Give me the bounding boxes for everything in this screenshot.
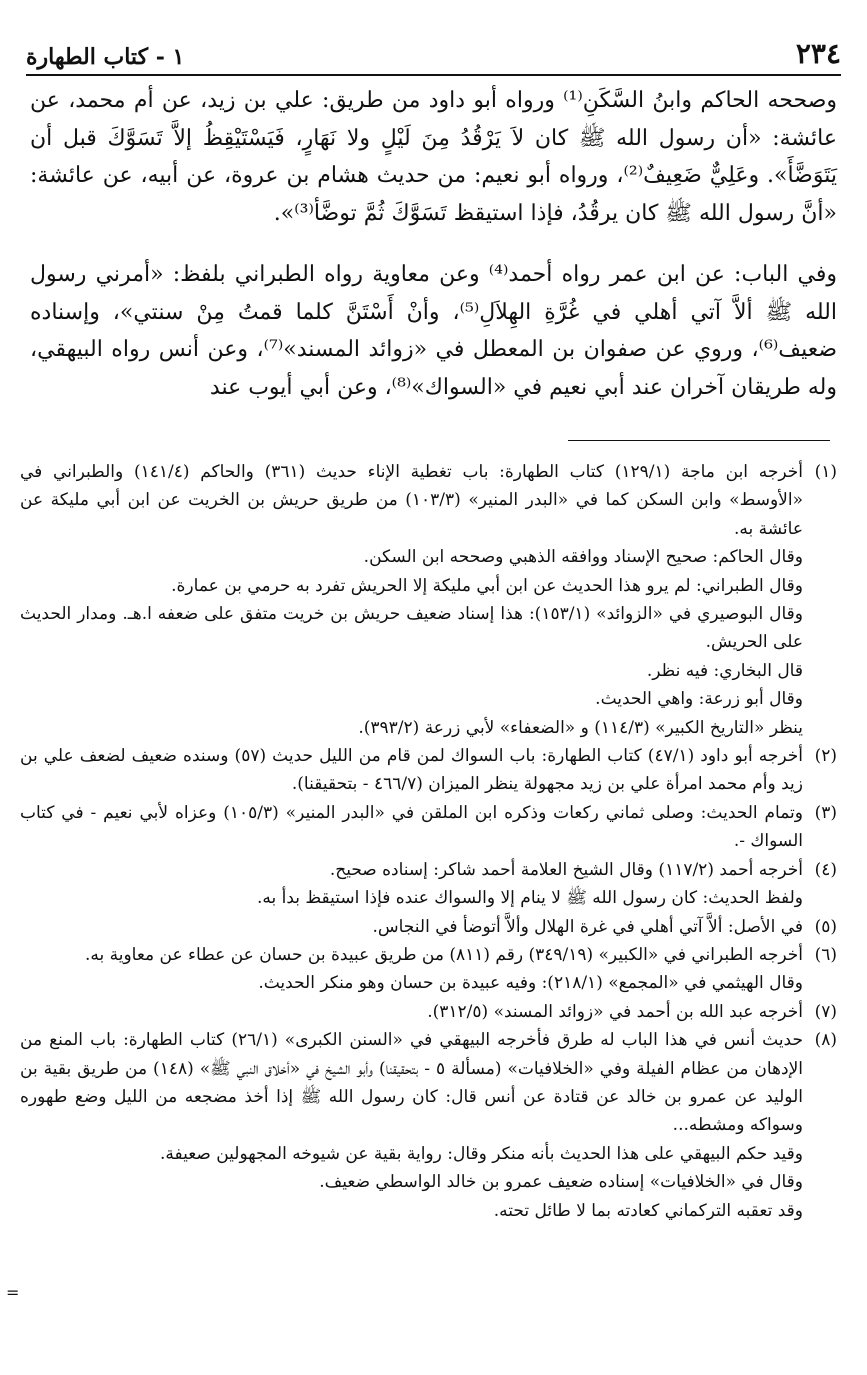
- footnote-line: وقال أبو زرعة: واهي الحديث.: [595, 689, 803, 710]
- footnote-line: أخرجه عبد الله بن أحمد في «زوائد المسند» (٣١٢/٥).: [427, 1001, 803, 1022]
- running-title: ١ - كتاب الطهارة: [26, 44, 185, 70]
- footnote-number: (٨): [814, 1030, 837, 1051]
- footnote-line: في الأصل: ألاَّ آتي أهلي في غرة الهلال وألاَّ أتوضأ في النجاس.: [372, 916, 803, 937]
- footnote-line: وقال في «الخلافيات» إسناده ضعيف عمرو بن خالد الواسطي ضعيف.: [319, 1172, 803, 1193]
- footnote-line: أخرجه ابن ماجة (١٢٩/١) كتاب الطهارة: باب تغطية الإناء حديث (٣٦١) والحاكم (١٤١/٤) والطبراني في «الأوسط» وابن السكن كما في «البدر المنير» (١٠٣/٣) من طريق حريش بن الخريت عن ابن أبي مليكة عن عائشة به.: [20, 462, 803, 539]
- footnote-line: ولفظ الحديث: كان رسول الله ﷺ لا ينام إلا والسواك عنده فإذا استيقظ بدأ به.: [256, 888, 803, 909]
- footnote-line: حديث أنس في هذا الباب له طرق فأخرجه البيهقي في «السنن الكبرى» (٢٦/١) كتاب الطهارة: باب المنع من الإدهان من عظام الفيلة وفي «الخلافيات» (مسألة ٥ - بتحقيقنا) وأبو الشيخ في «أخلاق النبي ﷺ» (١٤٨) من طريق بقية بن الوليد عن عمرو بن خالد عن قتادة عن أنس قال: كان رسول الله ﷺ إذا أخذ مضجعه من الليل وضع طهوره وسواكه ومشطه...: [20, 1030, 803, 1136]
- footnote-line: ينظر «التاريخ الكبير» (١١٤/٣) و «الضعفاء» لأبي زرعة (٣٩٣/٢).: [358, 717, 803, 738]
- footnote-2: [20, 742, 837, 799]
- footnote-number: (٣): [814, 802, 837, 823]
- footnote-line: وقال الطبراني: لم يرو هذا الحديث عن ابن أبي مليكة إلا الحريش تفرد به حرمي بن عمارة.: [171, 575, 803, 596]
- footnote-line: أخرجه أبو داود (٤٧/١) كتاب الطهارة: باب السواك لمن قام من الليل حديث (٥٧) وسنده ضعيف لضعف علي بن زيد وأم محمد امرأة علي بن زيد مجهولة ينظر الميزان (٤٦٦/٧ - بتحقيقنا).: [20, 746, 804, 795]
- footnote-number: (١): [814, 462, 837, 482]
- footnote-line: وقال الهيثمي في «المجمع» (٢١٨/١): وفيه عبيدة بن حسان وهو منكر الحديث.: [258, 973, 803, 994]
- page-header: [26, 30, 841, 76]
- paragraph-1: وصححه الحاكم وابنُ السَّكَنِ⁽¹⁾ ورواه أبو داود من طريق: علي بن زيد، عن أم محمد، عن عائشة: «أن رسول الله ﷺ كان لاَ يَرْقُدُ مِنَ لَيْلٍ ولا نَهَارٍ، فَيَسْتَيْقِظُ إلاَّ تَسَوَّكَ قبل أن يَتَوَضَّأَ». وعَلِيٌّ ضَعِيفٌ⁽²⁾، ورواه أبو نعيم: من حديث هشام بن عروة، عن أبيه، عن عائشة: «أنَّ رسول الله ﷺ كان يرقُدُ، فإذا استيقظ تَسَوَّكَ ثُمَّ توضَّأ⁽³⁾».: [30, 88, 838, 226]
- footnote-separator: [568, 440, 830, 441]
- footnote-line: وقال الحاكم: صحيح الإسناد ووافقه الذهبي وصححه ابن السكن.: [363, 547, 803, 568]
- footnote-8: [20, 1026, 837, 1225]
- footnote-line: أخرجه الطبراني في «الكبير» (٣٤٩/١٩) رقم (٨١١) من طريق عبيدة بن حسان عن عطاء عن معاوية به.: [84, 944, 803, 965]
- footnote-number: (٥): [814, 916, 837, 937]
- footnote-line: وقد تعقبه التركماني كعادته بما لا طائل تحته.: [493, 1200, 803, 1221]
- footnote-number: (٤): [814, 859, 837, 880]
- footnote-4: [20, 856, 837, 913]
- footnote-line: وقال البوصيري في «الزوائد» (١٥٣/١): هذا إسناد ضعيف حريش بن خريت متفق على ضعفه ا.هـ. ومدار الحديث على الحريش.: [20, 604, 803, 653]
- footnote-line: وتمام الحديث: وصلى ثماني ركعات وذكره ابن الملقن في «البدر المنير» (١٠٥/٣) وعزاه لأبي نعيم - في كتاب السواك -.: [20, 802, 804, 852]
- footnote-3: [20, 799, 837, 856]
- footnote-5: [20, 913, 837, 941]
- footnote-7: [20, 998, 837, 1026]
- footnotes: [20, 458, 837, 1225]
- footnote-6: [20, 941, 837, 998]
- footnote-number: (٧): [814, 1001, 837, 1022]
- footnote-number: (٦): [814, 944, 837, 965]
- footnote-line: أخرجه أحمد (١١٧/٢) وقال الشيخ العلامة أحمد شاكر: إسناده صحيح.: [329, 859, 803, 880]
- main-text: [30, 82, 837, 406]
- continuation-mark: =: [6, 1283, 20, 1302]
- page-number: ٢٣٤: [795, 37, 841, 70]
- paragraph-2: وفي الباب: عن ابن عمر رواه أحمد⁽⁴⁾ وعن معاوية رواه الطبراني بلفظ: «أمرني رسول الله ﷺ ألاَّ آتي أهلي في غُرَّةِ الهِلاَلِ⁽⁵⁾، وأنْ أَسْتَنَّ كلما قمتُ مِنْ سنتي»، وإسناده ضعيف⁽⁶⁾، وروي عن صفوان بن المعطل في «زوائد المسند»⁽⁷⁾، وعن أنس رواه البيهقي، وله طريقان آخران عند أبي نعيم في «السواك»⁽⁸⁾، وعن أبي أيوب عند: [30, 262, 838, 400]
- footnote-1: [20, 458, 837, 742]
- footnote-number: (٢): [814, 746, 837, 767]
- paragraph-gap: [30, 232, 837, 256]
- footnote-line: قال البخاري: فيه نظر.: [646, 660, 803, 681]
- footnote-line: وقيد حكم البيهقي على هذا الحديث بأنه منكر وقال: رواية بقية عن شيوخه المجهولين صعيفة.: [159, 1143, 803, 1164]
